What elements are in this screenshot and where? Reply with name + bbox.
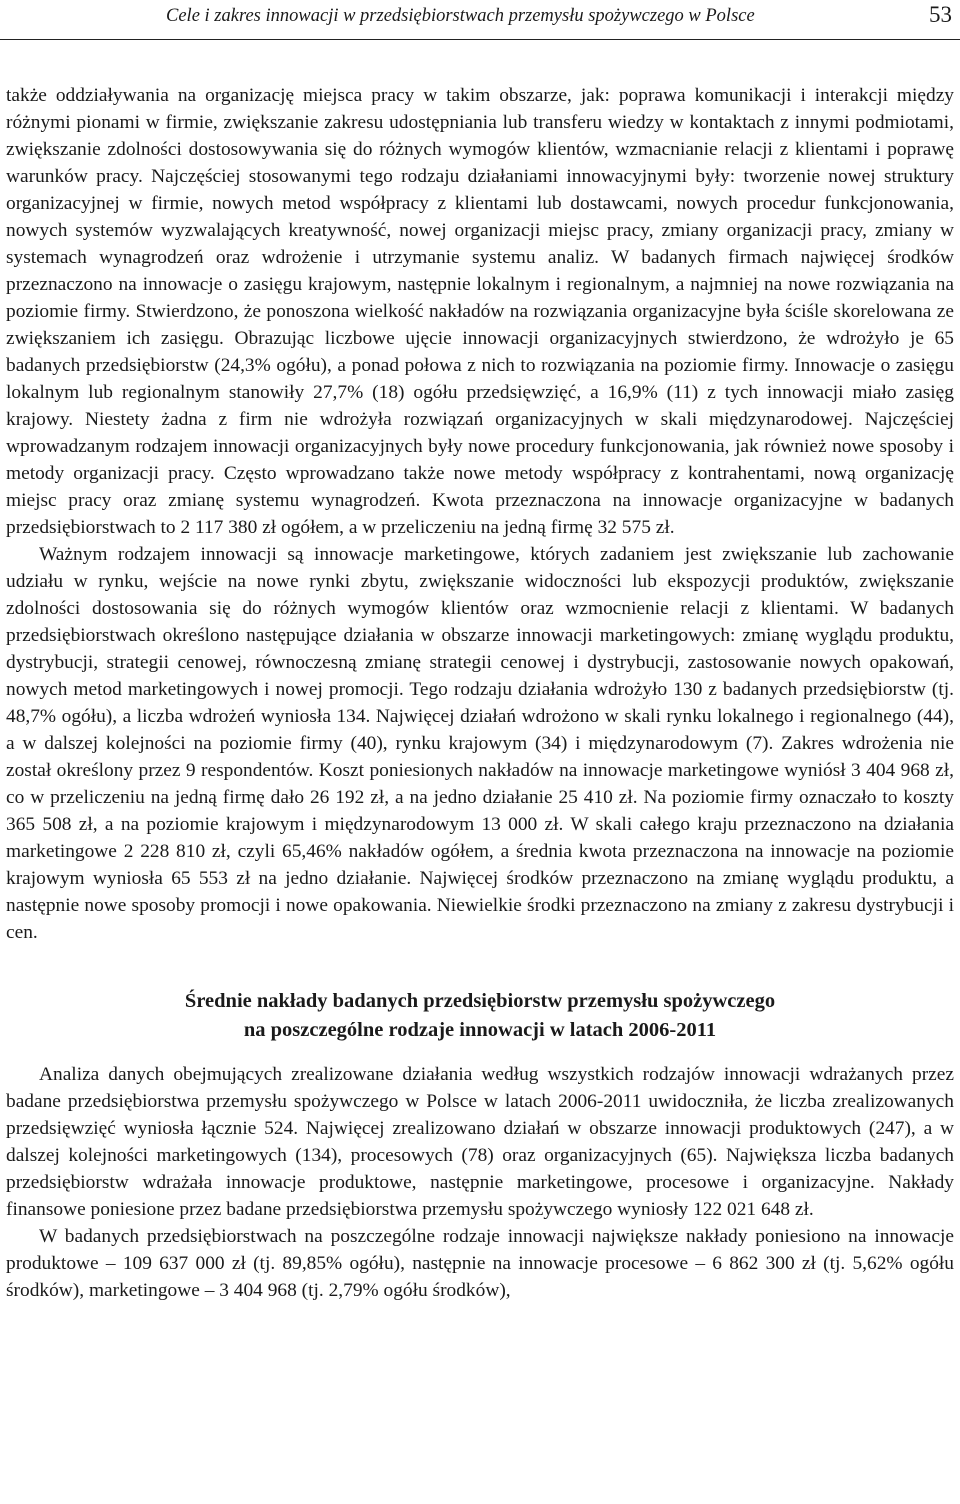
running-header: [0, 0, 960, 40]
running-header-title: Cele i zakres innowacji w przedsiębiorstwach przemysłu spożywczego w Polsce: [166, 6, 755, 26]
paragraph-organizational-innovations: także oddziaływania na organizację miejsca pracy w takim obszarze, jak: poprawa komunikacji i interakcji między różnymi pionami w firmie, zwiększanie zakresu udostępniania lub transferu wiedzy w kontaktach z innymi podmiotami, zwiększanie zdolności dostosowywania się do różnych wymogów klientów, wzmacnianie relacji z klientami i poprawę warunków pracy. Najczęściej stosowanymi tego rodzaju działaniami innowacyjnymi były: tworzenie nowej struktury organizacyjnej w firmie, nowych metod współpracy z klientami lub dostawcami, nowych procedur funkcjonowania, nowych systemów wyzwalających kreatywność, nowej organizacji miejsc pracy, zmiany organizacji pracy, zmiany w systemach wynagrodzeń oraz wdrożenie i utrzymanie systemu analiz. W badanych firmach najwięcej środków przeznaczono na innowacje o zasięgu krajowym, następnie lokalnym i regionalnym, a najmniej na nowe rozwiązania na poziomie firmy. Stwierdzono, że ponoszona wielkość nakładów na rozwiązania organizacyjne była ściśle skorelowana ze zwiększaniem ich zasięgu. Obrazując liczbowe ujęcie innowacji organizacyjnych stwierdzono, że wdrożyło je 65 badanych przedsiębiorstw (24,3% ogółu), a ponad połowa z nich to rozwiązania na poziomie firmy. Innowacje o zasięgu lokalnym lub regionalnym stanowiły 27,7% (18) ogółu przedsięwzięć, a 16,9% (11) z tych innowacji miało zasięg krajowy. Niestety żadna z firm nie wdrożyła rozwiązań organizacyjnych w skali międzynarodowej. Najczęściej wprowadzanym rodzajem innowacji organizacyjnych były nowe procedury funkcjonowania, jak również nowe sposoby i metody organizacji pracy. Często wprowadzano także nowe metody współpracy z kontrahentami, nową organizację miejsc pracy oraz zmianę systemu wynagrodzeń. Kwota przeznaczona na innowacje organizacyjne w badanych przedsiębiorstwach to 2 117 380 zł ogółem, a w przeliczeniu na jedną firmę 32 575 zł.: [6, 85, 954, 538]
section-heading-line-1: Średnie nakłady badanych przedsiębiorstw przemysłu spożywczego: [184, 990, 776, 1012]
section-heading-line-2: na poszczególne rodzaje innowacji w latach 2006-2011: [243, 1019, 717, 1041]
section-heading: [6, 987, 954, 1045]
body-text: [6, 82, 954, 1304]
paragraph-analysis-summary: Analiza danych obejmujących zrealizowane działania według wszystkich rodzajów innowacji wdrażanych przez badane przedsiębiorstwa przemysłu spożywczego w Polsce w latach 2006-2011 uwidoczniła, że liczba zrealizowanych przedsięwzięć wyniosła łącznie 524. Najwięcej zrealizowano działań w obszarze innowacji produktowych (247), a w dalszej kolejności marketingowych (134), procesowych (78) oraz organizacyjnych (65). Największa liczba badanych przedsiębiorstw wdrażała innowacje produktowe, następnie marketingowe, procesowe i organizacyjne. Nakłady finansowe poniesione przez badane przedsiębiorstwa przemysłu spożywczego wyniosły 122 021 648 zł.: [6, 1064, 954, 1220]
paragraph-marketing-innovations: Ważnym rodzajem innowacji są innowacje marketingowe, których zadaniem jest zwiększanie lub zachowanie udziału w rynku, wejście na nowe rynki zbytu, zwiększanie widoczności lub ekspozycji produktów, zwiększanie zdolności dostosowania się do różnych wymogów klientów oraz wzmocnienie relacji z klientami. W badanych przedsiębiorstwach określono następujące działania w obszarze innowacji marketingowych: zmianę wyglądu produktu, dystrybucji, strategii cenowej, równoczesną zmianę strategii cenowej i dystrybucji, zastosowanie nowych opakowań, nowych metod marketingowych i nowej promocji. Tego rodzaju działania wdrożyło 130 z badanych przedsiębiorstw (tj. 48,7% ogółu), a liczba wdrożeń wyniosła 134. Najwięcej działań wdrożono w skali rynku lokalnego i regionalnego (44), a w dalszej kolejności na poziomie firmy (40), rynku krajowym (34) i międzynarodowym (7). Zakres wdrożenia nie został określony przez 9 respondentów. Koszt poniesionych nakładów na innowacje marketingowe wyniósł 3 404 968 zł, co w przeliczeniu na jedną firmę dało 26 192 zł, a na jedno działanie 25 410 zł. Na poziomie firmy oznaczało to koszty 365 508 zł, a na poziomie krajowym i międzynarodowym 13 000 zł. W skali całego kraju przeznaczono na działania marketingowe 2 228 810 zł, czyli 65,46% nakładów ogółem, a średnia kwota przeznaczona na innowacje na poziomie krajowym wyniosła 65 553 zł na jedno działanie. Najwięcej środków przeznaczono na zmianę wyglądu produktu, a następnie nowe sposoby promocji i nowe opakowania. Niewielkie środki przeznaczono na zmiany z zakresu dystrybucji i cen.: [6, 544, 954, 943]
page-number: 53: [929, 2, 952, 27]
paragraph-expenditure-breakdown: W badanych przedsiębiorstwach na poszczególne rodzaje innowacji największe nakłady poniesiono na innowacje produktowe – 109 637 000 zł (tj. 89,85% ogółu), następnie na innowacje procesowe – 6 862 300 zł (tj. 5,62% ogółu środków), marketingowe – 3 404 968 (tj. 2,79% ogółu środków),: [6, 1226, 954, 1301]
